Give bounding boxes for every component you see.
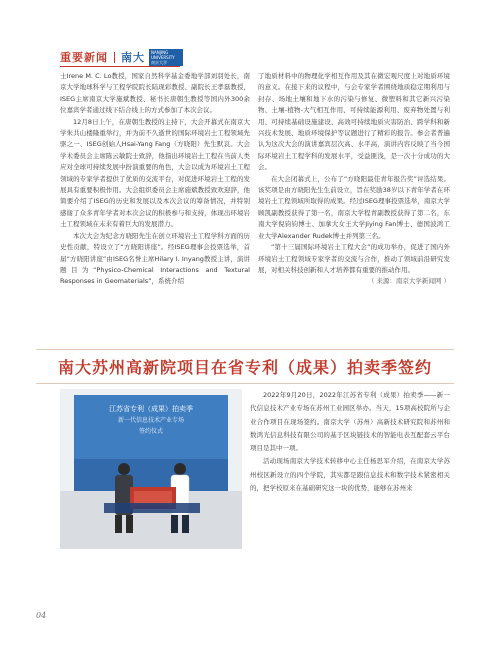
signing-ceremony-photo	[60, 389, 242, 549]
podium	[104, 503, 200, 513]
paragraph: 本次大会为纪念方晓阳先生在创立环境岩土工程学科方面的历史性贡献，特设立了“方晓阳讲座”。经ISEG理事会投票选举，首届“方晓阳讲座”由ISEG名誉主席Hilary I. Inyang教授主讲，演讲题目为“Physico-Chemical Interactions and Textural Responses in Geomaterials”，系统介绍	[60, 231, 250, 286]
header-divider	[114, 52, 115, 63]
backdrop-caption: 签约仪式	[138, 428, 164, 435]
brand-tag-line-1: NANJING UNIVERSITY	[151, 49, 175, 60]
paragraph: 2022年9月20日，2022年江苏省专利（成果）拍卖季——新一代信息技术产业专场在苏州工业园区举办。当天，15项高校院所与企业合作项目在现场签约。南京大学（苏州）高新技术研究院和苏州和数鸿光信息科技有限公司的基于区块链技术的智能电表互配套云平台项目是其中一项。	[250, 391, 450, 453]
right-column	[258, 71, 450, 343]
brand-label: 南大	[121, 51, 145, 64]
page-number: 04	[36, 611, 47, 620]
section-label: 重要新闻	[60, 51, 108, 64]
header-rule	[60, 66, 180, 67]
title-rule-bottom	[36, 383, 454, 384]
backdrop-subtitle: 新一代信息技术产业专场	[117, 417, 185, 424]
story-column	[250, 389, 450, 609]
paragraph: “第十三届国际环境岩土工程大会”的成功举办，促进了国内外环境岩土工程领域专家学者的交流与合作，推动了领域前沿研究发展，对相关科技创新和人才培养都有重要的推动作用。	[258, 243, 450, 274]
article-title: 南大苏州高新院项目在省专利（成果）拍卖季签约	[57, 357, 432, 377]
brand-tag-line-2: 南京大学	[151, 59, 167, 65]
source-credit: （ 来源：南京大学新闻网 ）	[367, 277, 450, 286]
photo-illustration	[60, 389, 242, 549]
title-rule-top	[36, 349, 454, 350]
paragraph: 活动现场南京大学技术转移中心主任杨思军介绍，在南京大学苏州校区新设立的四个学院，其实都是跟信息技术和数字技术紧密相关的，把学校原来在基础研究这一块的优势，能够在苏州来	[250, 457, 450, 493]
paragraph: 士Irene M. C. Lo教授，国家自然科学基金委地学部刘羽处长，南京大学地球科学与工程学院院长陆现彩教授、副院长王孝磊教授，ISEG主席南京大学施斌教授、秘书长唐朝生教授等国内外300余位嘉宾学者通过线下结合线上的方式参加了本次会议。	[60, 72, 250, 115]
paragraph: 了地质材料中的物理化学相互作用及其在微宏观尺度上对地质环境的意义。在接下来的议程中，与会专家学者围绕地质稳定期利用与封存、场地土壤和地下水的污染与修复、微塑料和其它新兴污染物、土壤-植物-大气相互作用、可持续能源利用、废弃物处置与利用、可持续基础设施建设、高效可持续地质灾害防治、跨学科和新兴技术发展、地质环境保护等议题进行了精彩的报告。参会者普遍认为这次大会的演讲嘉宾层次高、水平高，演讲内容反映了当今国际环境岩土工程学科的发展水平，受益匪浅，是一次十分成功的大会。	[258, 72, 450, 172]
left-column	[60, 71, 250, 343]
backdrop-title: 江苏省专利（成果）拍卖季	[109, 405, 193, 413]
paragraph: 在大会闭幕式上，公布了“方晓阳最佳青年报告奖”评选结果。该奖项是由方晓阳先生生前设立，旨在奖励38岁以下青年学者在环境岩土工程领域所取得的成果。经过ISEG理事投票选举，南京大学顾凯副教授获得了第一名，南京大学程青副教授获得了第二名，东南大学倪钧钧博士、加拿大女王大学Jiying Fan博士、德国波鸿工业大学Alexander Rudek博士并列第三名。	[258, 174, 450, 240]
paragraph: 12月8日上午，在唐朝生教授的主持下，大会开幕式在南京大学朱共山楼隆重举行，并为前不久逝世的国际环境岩土工程领域先驱之一、ISEG创始人Hsai-Yang Fang（方晓阳）先生默哀。大会学术委员会主席陈云敏院士致辞，他指出环境岩土工程在当前人类应对全球可持续发展中扮演重要的角色，大会以成为环境岩土工程领域的专家学者提供了优质的交流平台，对促进环境岩土工程的发展具有重要积极作用。大会组织委员会主席施斌教授致欢迎辞，他简要介绍了ISEG的历史和发展以及本次会议的筹备情况，并特别感谢了众多青年学者对本次会议的积极参与和支持，体现出环境岩土工程领域在未来有着巨大的发展潜力。	[60, 117, 250, 229]
section-header	[60, 48, 183, 66]
brand-tag	[149, 49, 183, 66]
